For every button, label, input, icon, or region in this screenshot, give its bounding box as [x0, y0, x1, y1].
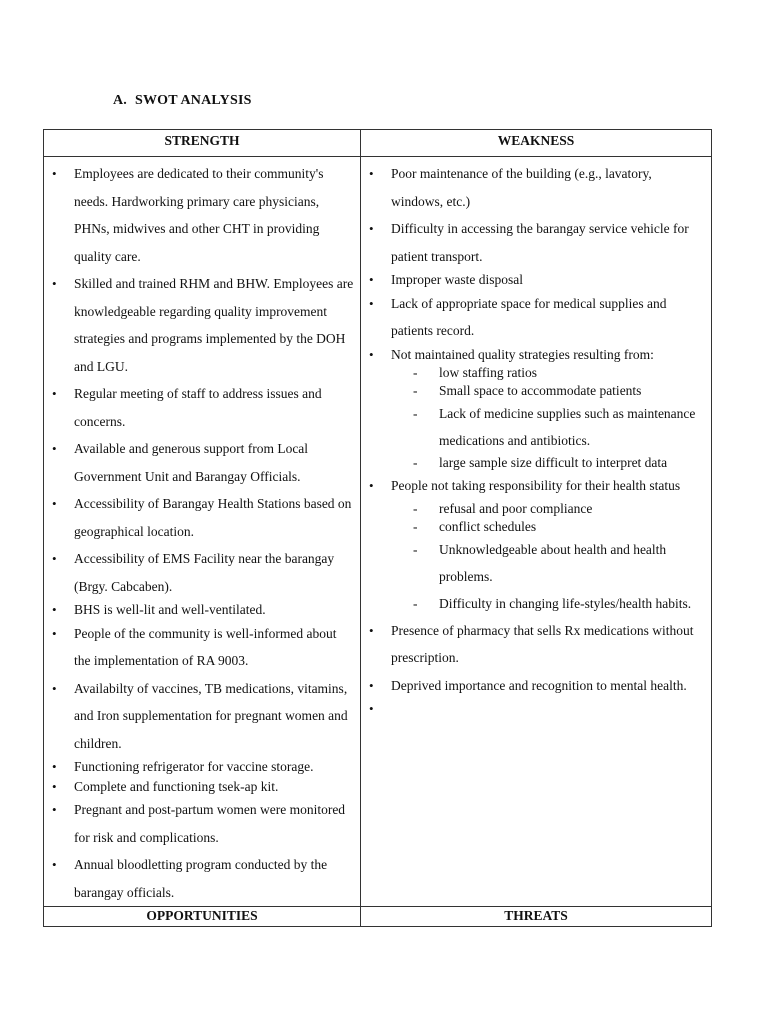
- sub-list-item-text: Lack of medicine supplies such as maintenance medications and antibiotics.: [439, 406, 696, 448]
- strength-header: STRENGTH: [44, 130, 361, 157]
- list-item: [44, 160, 360, 270]
- list-item-text: Poor maintenance of the building (e.g., lavatory, windows, etc.): [391, 166, 652, 209]
- list-item: [44, 796, 360, 851]
- bullet-icon: •: [52, 386, 57, 401]
- list-item-text: Functioning refrigerator for vaccine storage.: [74, 759, 314, 774]
- list-item: [361, 270, 711, 290]
- list-item-text: Employees are dedicated to their community's needs. Hardworking primary care physicians, PHNs, midwives and other CHT in providing quality care.: [74, 166, 324, 264]
- dash-icon: -: [413, 383, 418, 398]
- list-item-text: Improper waste disposal: [391, 272, 523, 287]
- bullet-icon: •: [52, 625, 57, 641]
- swot-table: [43, 129, 712, 927]
- list-item-text: Lack of appropriate space for medical supplies and patients record.: [391, 295, 667, 338]
- sub-list-item-text: low staffing ratios: [439, 365, 537, 380]
- list-item-text: Difficulty in accessing the barangay service vehicle for patient transport.: [391, 221, 689, 264]
- dash-icon: -: [413, 541, 418, 557]
- bullet-icon: •: [52, 857, 57, 872]
- list-item: [44, 600, 360, 620]
- bullet-icon: •: [52, 496, 57, 511]
- list-item: [361, 290, 711, 345]
- swot-footer-row: [44, 907, 712, 927]
- weakness-cell: [361, 157, 712, 907]
- dash-icon: -: [413, 518, 418, 534]
- list-item-text: Skilled and trained RHM and BHW. Employees are knowledgeable regarding quality improvement strategies and programs implemented by the DOH and LGU.: [74, 276, 354, 374]
- section-title: SWOT ANALYSIS: [135, 93, 252, 108]
- bullet-icon: •: [52, 166, 57, 181]
- dash-icon: -: [413, 500, 418, 516]
- bullet-icon: •: [369, 622, 374, 638]
- list-item-text: BHS is well-lit and well-ventilated.: [74, 602, 266, 617]
- list-item: [361, 472, 711, 617]
- list-item: [44, 757, 360, 777]
- bullet-icon: •: [369, 346, 374, 362]
- bullet-icon: •: [52, 778, 57, 794]
- dash-icon: -: [413, 365, 418, 380]
- bullet-icon: •: [52, 759, 57, 774]
- list-item-text: People not taking responsibility for their health status: [391, 478, 681, 493]
- bullet-icon: •: [52, 551, 57, 566]
- list-item-text: Annual bloodletting program conducted by the barangay officials.: [74, 857, 328, 900]
- weakness-list: [361, 160, 711, 716]
- bullet-icon: •: [369, 272, 374, 287]
- bullet-icon: •: [52, 680, 57, 696]
- strength-list: [44, 160, 360, 906]
- list-item: [361, 215, 711, 270]
- list-item-text: Accessibility of Barangay Health Stations based on geographical location.: [74, 496, 352, 539]
- list-item: [44, 675, 360, 758]
- bullet-icon: •: [369, 677, 374, 693]
- list-item-text: Regular meeting of staff to address issues and concerns.: [74, 386, 322, 429]
- bullet-icon: •: [369, 478, 374, 493]
- list-item: [361, 617, 711, 672]
- sub-list: [391, 500, 705, 617]
- sub-list-item-text: refusal and poor compliance: [439, 500, 593, 516]
- sub-list: [391, 364, 705, 472]
- bullet-icon: •: [52, 441, 57, 456]
- list-item: [361, 672, 711, 700]
- sub-list-item-text: Unknowledgeable about health and health problems.: [439, 541, 667, 584]
- sub-list-item: [391, 454, 705, 472]
- list-item: [44, 851, 360, 906]
- list-item-text: Presence of pharmacy that sells Rx medications without prescription.: [391, 622, 694, 665]
- list-item: [361, 160, 711, 215]
- bullet-icon: •: [52, 802, 57, 817]
- sub-list-item: [391, 364, 705, 382]
- opportunities-header: OPPORTUNITIES: [44, 907, 361, 927]
- sub-list-item: [391, 590, 705, 617]
- bullet-icon: •: [52, 602, 57, 617]
- list-item-text: Complete and functioning tsek-ap kit.: [74, 778, 279, 794]
- list-item: [44, 270, 360, 380]
- sub-list-item-text: conflict schedules: [439, 518, 537, 534]
- list-item: [44, 435, 360, 490]
- list-item-text: Not maintained quality strategies resulting from:: [391, 346, 654, 362]
- list-item-text: People of the community is well-informed about the implementation of RA 9003.: [74, 625, 337, 668]
- list-item: [44, 545, 360, 600]
- list-item: [44, 380, 360, 435]
- sub-list-item: [391, 500, 705, 518]
- list-item-text: Availabilty of vaccines, TB medications, vitamins, and Iron supplementation for pregnant women and children.: [74, 680, 348, 751]
- bullet-icon: •: [369, 221, 374, 236]
- swot-content-row: [44, 157, 712, 907]
- list-item: [44, 620, 360, 675]
- list-item: [361, 345, 711, 473]
- section-number: A.: [113, 93, 128, 108]
- weakness-header: WEAKNESS: [361, 130, 712, 157]
- swot-header-row: [44, 130, 712, 157]
- list-item-text: Accessibility of EMS Facility near the barangay (Brgy. Cabcaben).: [74, 551, 335, 594]
- dash-icon: -: [413, 595, 418, 611]
- sub-list-item: [391, 518, 705, 536]
- sub-list-item: [391, 536, 705, 590]
- list-item-text: Pregnant and post-partum women were monitored for risk and complications.: [74, 802, 346, 845]
- bullet-icon: •: [369, 166, 374, 181]
- list-item: [44, 777, 360, 797]
- sub-list-item: [391, 382, 705, 400]
- bullet-icon: •: [369, 295, 374, 311]
- section-heading: [113, 93, 252, 109]
- strength-cell: [44, 157, 361, 907]
- dash-icon: -: [413, 455, 418, 470]
- list-item-text: Deprived importance and recognition to mental health.: [391, 677, 687, 693]
- sub-list-item-text: Small space to accommodate patients: [439, 383, 642, 398]
- sub-list-item-text: Difficulty in changing life-styles/health habits.: [439, 595, 692, 611]
- threats-header: THREATS: [361, 907, 712, 927]
- sub-list-item: [391, 400, 705, 454]
- list-item-text: Available and generous support from Local Government Unit and Barangay Officials.: [74, 441, 309, 484]
- sub-list-item-text: large sample size difficult to interpret data: [439, 455, 668, 470]
- list-item: [44, 490, 360, 545]
- dash-icon: -: [413, 406, 418, 421]
- bullet-icon: •: [369, 701, 374, 716]
- bullet-icon: •: [52, 276, 57, 291]
